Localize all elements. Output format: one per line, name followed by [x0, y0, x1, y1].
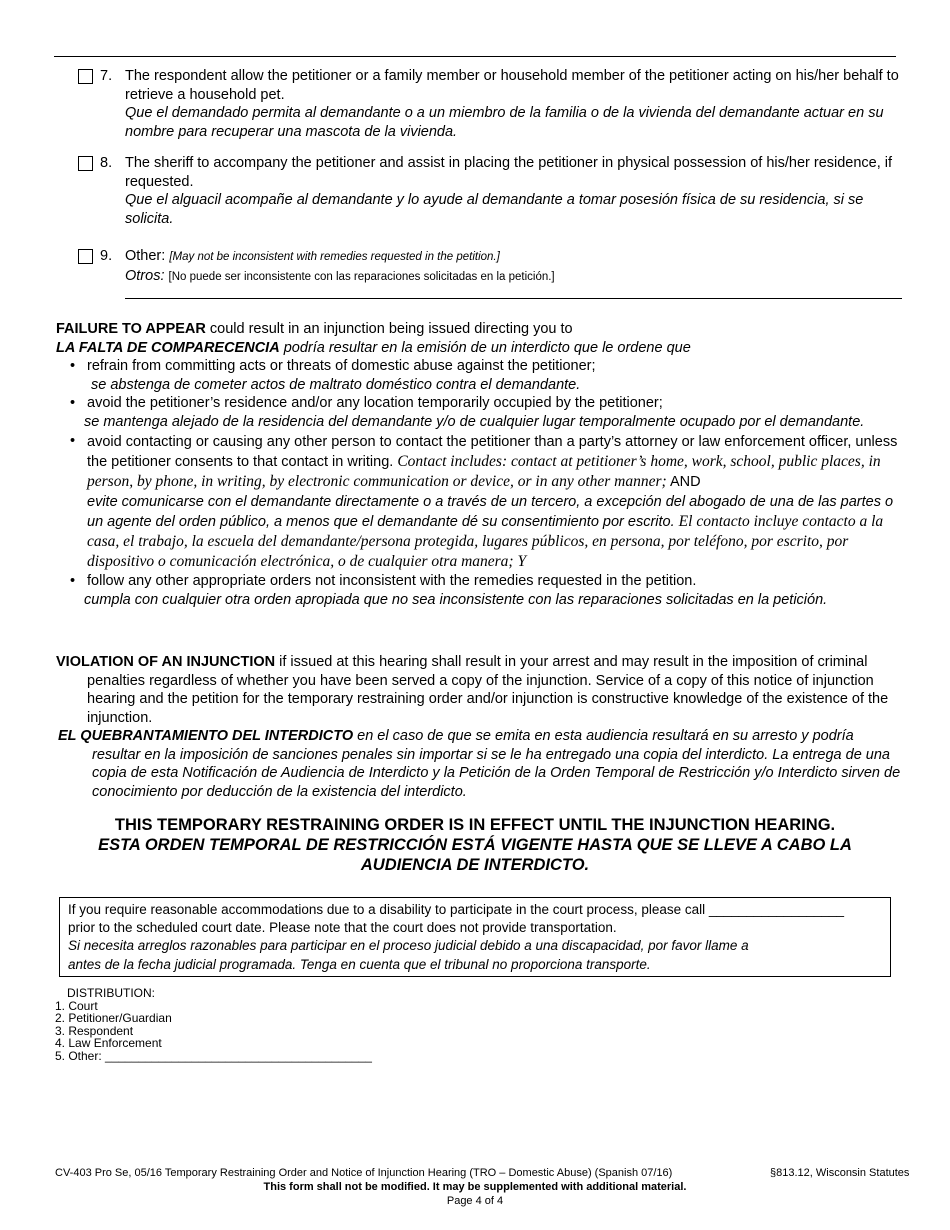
item-text-es: Que el alguacil acompañe al demandante y lo ayude al demandante a tomar posesión física de su residencia, si se solicita.: [125, 192, 864, 227]
bullet-es: cumpla con cualquier otra orden apropiada que no sea inconsistente con las reparaciones solicitadas en la petición.: [84, 591, 828, 608]
failure-es-rest: podría resultar en la emisión de un interdicto que le ordene que: [279, 339, 691, 356]
failure-lead-rest: could result in an injunction being issued directing you to: [205, 321, 573, 337]
otros-label: Otros:: [125, 267, 165, 284]
distribution-item: 2. Petitioner/Guardian: [55, 1011, 172, 1025]
violation-section: [56, 653, 906, 801]
other-input-line[interactable]: [125, 298, 902, 299]
bullet-and: AND: [669, 474, 701, 490]
item-text-es: Que el demandado permita al demandante o a un miembro de la familia o de la vivienda del demandante actuar en su nombre para recuperar una mascota de la vivienda.: [125, 105, 884, 140]
accommodation-line4: antes de la fecha judicial programada. Tenga en cuenta que el tribunal no proporciona transporte.: [68, 957, 651, 972]
modification-notice: This form shall not be modified. It may be supplemented with additional material.: [263, 1181, 687, 1193]
tro-notice-es: ESTA ORDEN TEMPORAL DE RESTRICCIÓN ESTÁ VIGENTE HASTA QUE SE LLEVE A CABO LA AUDIENCIA DE INTERDICTO.: [98, 836, 852, 874]
item-text-en: The respondent allow the petitioner or a family member or household member of the petitioner acting on his/her behalf to retrieve a household pet.: [125, 68, 899, 103]
other-label: Other:: [125, 248, 166, 264]
bullet-en: avoid contacting or causing any other person to contact the petitioner than a party’s attorney or law enforcement officer, unless the petitioner consents to that contact in writing.: [87, 434, 898, 470]
tro-notice: [70, 815, 880, 875]
accommodation-line3: Si necesita arreglos razonables para participar en el proceso judicial debido a una discapacidad, por favor llame a: [68, 938, 749, 953]
bullet-en: avoid the petitioner’s residence and/or any location temporarily occupied by the petitioner;: [87, 395, 663, 411]
accommodation-line2: prior to the scheduled court date. Please note that the court does not provide transportation.: [68, 920, 617, 935]
item-text-en: The sheriff to accompany the petitioner and assist in placing the petitioner in physical possession of his/her residence, if requested.: [125, 155, 893, 190]
item-number: 9.: [100, 248, 113, 264]
bullet-es: evite comunicarse con el demandante directamente o a través de un tercero, a excepción del abogado de una de las partes o un agente del orden público, a menos que el demandante dé su consentimiento por escrito.: [87, 494, 894, 530]
bullet-es: se abstenga de cometer actos de maltrato doméstico contra el demandante.: [91, 376, 581, 393]
bullet-item: • avoid contacting or causing any other person to contact the petitioner than a party’s attorney or law enforcement officer, unless the petitioner consents to that contact in writing. Contact includes: contact at petitioner’s home, work, school, public places, in person, by phone, in writing, by electronic communication or device, or in any other manner; AND evite comunicarse con el demandante directamente o a través de un tercero, a excepción del abogado de una de las partes o un agente del orden público, a menos que el demandante dé su consentimiento por escrito. El contacto incluye contacto a la casa, el trabajo, la escuela del demandante/persona protegida, lugares públicos, en persona, por teléfono, por escrito, por dispositivo o comunicación electrónica, o de cualquier otra manera; Y: [70, 433, 898, 570]
tro-notice-en: THIS TEMPORARY RESTRAINING ORDER IS IN EFFECT UNTIL THE INJUNCTION HEARING.: [114, 816, 836, 834]
distribution-item: 1. Court: [55, 998, 98, 1013]
accommodation-box: [59, 897, 891, 977]
bullet-es-contact: El contacto incluye contacto a la casa, el trabajo, la escuela del demandante/persona protegida, lugares públicos, en persona, por teléfono, por escrito, por dispositivo o comunicación electrónica, o de cualquier otra manera; Y: [87, 513, 884, 570]
accommodation-line1: If you require reasonable accommodations due to a disability to participate in the court process, please call __________________: [68, 902, 844, 917]
page-number: Page 4 of 4: [446, 1195, 504, 1207]
item-8-checkbox[interactable]: [78, 156, 93, 171]
item-number: 7.: [100, 68, 113, 84]
bullet-en-contact: Contact includes: contact at petitioner’s home, work, school, public places, in person, by phone, in writing, by electronic communication or device, or in any other manner;: [87, 453, 881, 490]
otros-note: [No puede ser inconsistente con las reparaciones solicitadas en la petición.]: [168, 270, 555, 283]
bullet-item: • follow any other appropriate orders not inconsistent with the remedies requested in the petition. cumpla con cualquier otra orden apropiada que no sea inconsistente con las reparaciones solicitadas en la petición.: [56, 572, 906, 609]
top-rule: [54, 56, 896, 57]
bullet-en: follow any other appropriate orders not inconsistent with the remedies requested in the petition.: [87, 573, 697, 589]
item-9-checkbox[interactable]: [78, 249, 93, 264]
failure-es-bold: LA FALTA DE COMPARECENCIA: [56, 339, 280, 356]
bullet-en: refrain from committing acts or threats of domestic abuse against the petitioner;: [87, 358, 596, 374]
bullet-es: se mantenga alejado de la residencia del demandante y/o de cualquier lugar temporalmente ocupado por el demandante.: [84, 413, 865, 430]
other-note: [May not be inconsistent with remedies requested in the petition.]: [169, 251, 500, 263]
distribution-list: [55, 986, 372, 1063]
item-7-checkbox[interactable]: [78, 69, 93, 84]
statute-ref: §813.12, Wisconsin Statutes: [770, 1167, 910, 1179]
failure-lead-bold: FAILURE TO APPEAR: [56, 321, 206, 337]
form-id: CV-403 Pro Se, 05/16 Temporary Restraining Order and Notice of Injunction Hearing (TRO – Domestic Abuse) (Spanish 07/16): [55, 1167, 673, 1179]
violation-es-rest: en el caso de que se emita en esta audiencia resultará en su arresto y podría resultar en la imposición de sanciones penales sin importar si se le ha entregado una copia del interdicto. La entrega de una copia de esta Notificación de Audiencia de Interdicto y la Petición de la Orden Temporal de Restricción y/o Interdicto sirven de conocimiento por deducción de la existencia del interdicto.: [92, 728, 901, 800]
failure-section: [56, 320, 906, 609]
violation-es-bold: EL QUEBRANTAMIENTO DEL INTERDICTO: [58, 728, 354, 744]
violation-en-rest: if issued at this hearing shall result in your arrest and may result in the imposition of criminal penalties regardless of whether you have been served a copy of the injunction. Service of a copy of this notice of injunction hearing and the petition for the temporary restraining order and/or injunction is constructive knowledge of the existence of the injunction.: [87, 654, 889, 726]
bullet-item: • avoid the petitioner’s residence and/or any location temporarily occupied by the petitioner; se mantenga alejado de la residencia del demandante y/o de cualquier lugar temporalmente ocupado por el demandante.: [56, 394, 906, 431]
distribution-item: 4. Law Enforcement: [55, 1036, 162, 1050]
distribution-item: 3. Respondent: [55, 1023, 134, 1038]
violation-en-bold: VIOLATION OF AN INJUNCTION: [56, 654, 276, 670]
item-number: 8.: [100, 155, 113, 171]
bullet-item: • refrain from committing acts or threats of domestic abuse against the petitioner; se abstenga de cometer actos de maltrato doméstico contra el demandante.: [56, 357, 906, 394]
distribution-item: 5. Other: ________________________________________: [55, 1048, 372, 1063]
distribution-title: DISTRIBUTION:: [67, 986, 156, 1000]
